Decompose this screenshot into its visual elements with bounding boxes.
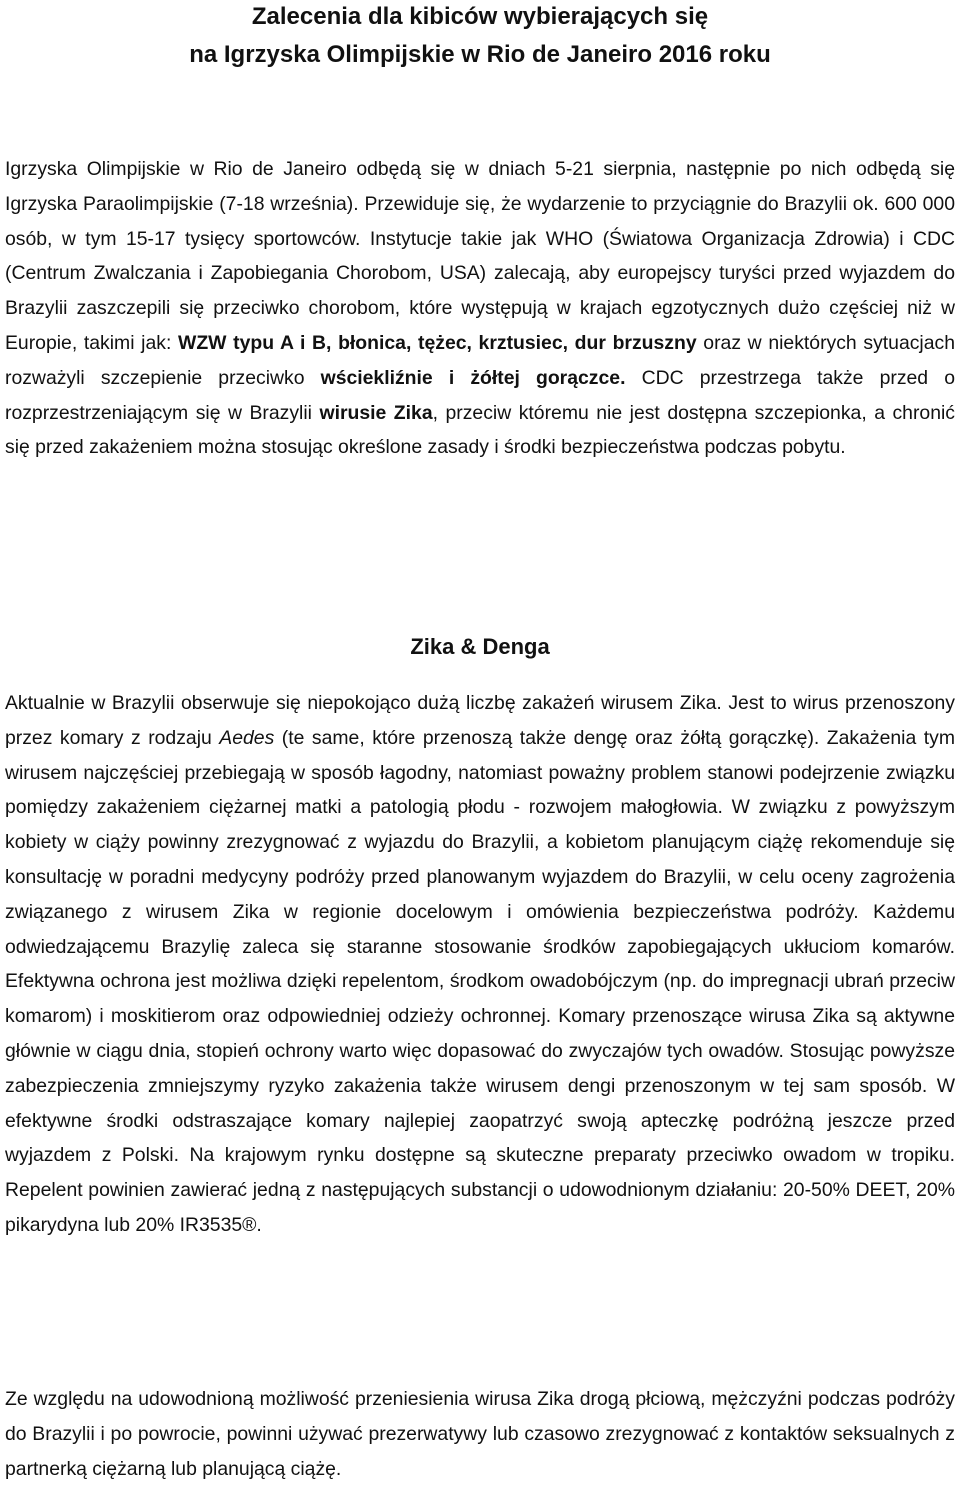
- zika-virus-bold: wirusie Zika: [319, 401, 433, 424]
- intro-text-2: Instytucje takie jak WHO (Światowa Organizacja Zdrowia) i CDC (Centrum Zwalczania i Zapobiegania Chorobom, USA) zalecają, aby europejscy turyści przed wyjazdem do Brazylii zaszczepili się przeciwko chorobom, które występują w krajach egzotycznych dużo częściej niż w Europie, takimi jak:: [5, 227, 955, 354]
- aedes-italic: Aedes: [219, 726, 275, 749]
- document-title-line-2: na Igrzyska Olimpijskie w Rio de Janeiro 2016 roku: [189, 41, 771, 68]
- intro-text-1: Igrzyska Olimpijskie w Rio de Janeiro odbędą się w dniach 5-21 sierpnia, następnie po nich odbędą się Igrzyska Paraolimpijskie (7-18 września). Przewiduje się, że wydarzenie to przyciągnie do Brazylii ok. 600 000 osób, w tym 15-17 tysięcy sportowców.: [5, 158, 955, 250]
- section-heading-zika-denga: Zika & Denga: [410, 634, 550, 659]
- intro-text-5: , przeciw któremu nie jest dostępna szczepionka, a chronić się przed zakażeniem można stosując określone zasady i środki bezpieczeństwa podczas pobytu.: [5, 401, 955, 459]
- document-title-line-1: Zalecenia dla kibiców wybierających się: [251, 3, 709, 30]
- vaccines-optional-bold: wściekliźnie i żółtej gorączce.: [320, 366, 626, 389]
- zika-text-2: (te same, które przenoszą także dengę oraz żółtą gorączkę). Zakażenia tym wirusem najczęściej przebiegają w sposób łagodny, natomiast poważny problem stanowi podejrzenie związku pomiędzy zakażeniem ciężarnej matki a patologią płodu - rozwojem małogłowia. W związku z powyższym kobiety w ciąży powinny zrezygnować z wyjazdu do Brazylii, a kobietom planującym ciążę rekomenduje się konsultację w poradni medycyny podróży przed planowanym wyjazdem do Brazylii, w celu oceny zagrożenia związanego z wirusem Zika w regionie docelowym i omówienia bezpieczeństwa podróży. Każdemu odwiedzającemu Brazylię zaleca się staranne stosowanie środków zapobiegających ukłuciom komarów. Efektywna ochrona jest możliwa dzięki repelentom, środkom owadobójczym (np. do impregnacji ubrań przeciw komarom) i moskitierom oraz odpowiedniej odzieży ochronnej. Komary przenoszące wirusa Zika są aktywne głównie w ciągu dnia, stopień ochrony warto więc dopasować do zwyczajów tych owadów. Stosując powyższe zabezpieczenia zmniejszymy ryzyko zakażenia także wirusem dengi przenoszonym w tej sam sposób. W efektywne środki odstraszające komary najlepiej zaopatrzyć swoją apteczkę podróżną jeszcze przed wyjazdem z Polski. Na krajowym rynku dostępne są skuteczne preparaty przeciwko owadom w tropiku. Repelent powinien zawierać jedną z następujących substancji o udowodnionym działaniu: 20-50% DEET, 20% pikarydyna lub 20% IR3535®.: [5, 726, 955, 1236]
- vaccines-list-bold: WZW typu A i B, błonica, tężec, krztusiec, dur brzuszny: [178, 331, 697, 354]
- zika-section-paragraph: [5, 686, 955, 1243]
- final-paragraph: Ze względu na udowodnioną możliwość przeniesienia wirusa Zika drogą płciową, mężczyźni podczas podróży do Brazylii i po powrocie, powinni używać prezerwatywy lub czasowo zrezygnować z kontaktów seksualnych z partnerką ciężarną lub planującą ciążę.: [5, 1388, 955, 1480]
- intro-text-4: CDC przestrzega także przed o rozprzestrzeniającym się w Brazylii: [5, 366, 955, 424]
- intro-text-3: oraz w niektórych sytuacjach rozważyli szczepienie przeciwko: [5, 331, 955, 389]
- intro-paragraph: [5, 152, 955, 465]
- zika-text-1: Aktualnie w Brazylii obserwuje się niepokojąco dużą liczbę zakażeń wirusem Zika. Jest to wirus przenoszony przez komary z rodzaju: [5, 692, 955, 749]
